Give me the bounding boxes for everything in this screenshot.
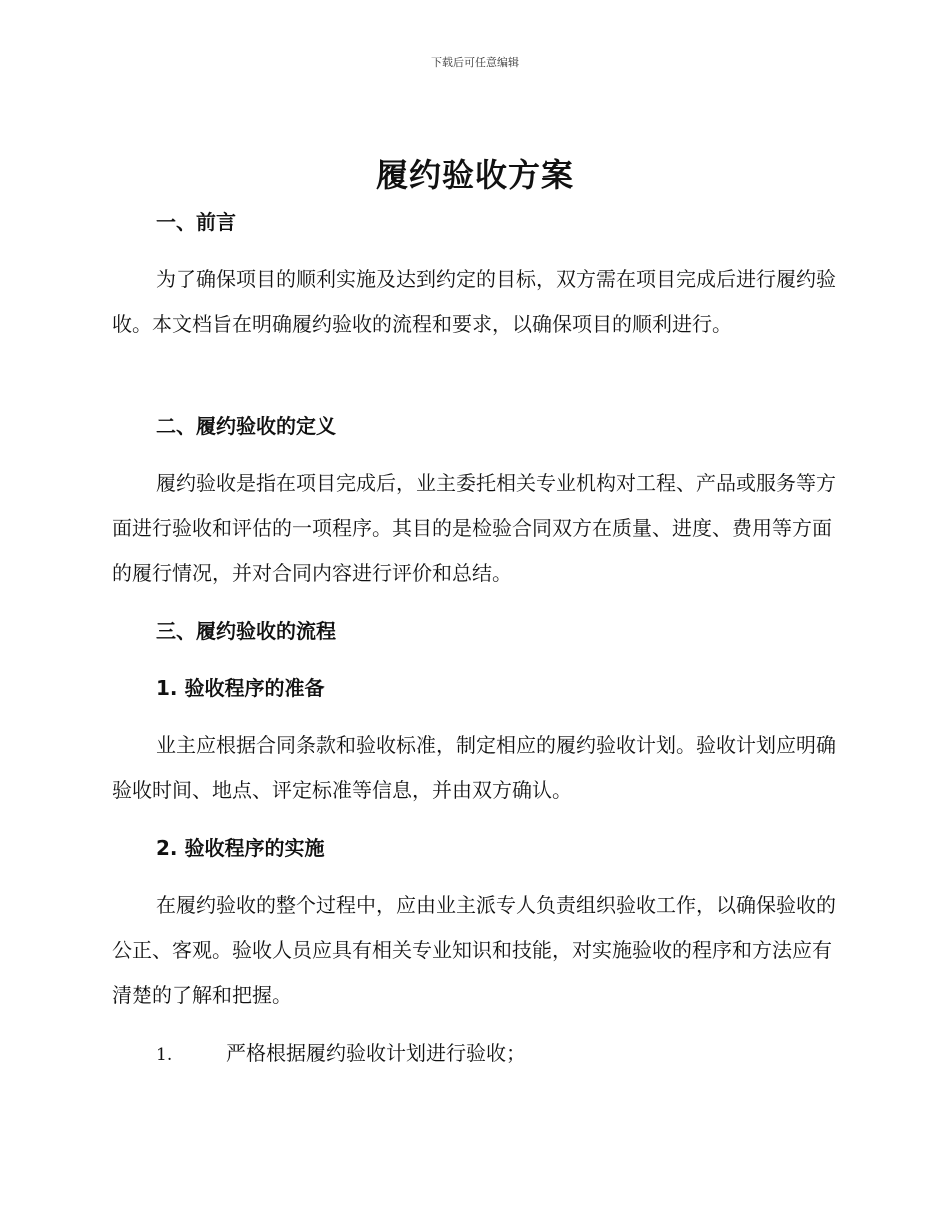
section-heading-definition: 二、履约验收的定义 xyxy=(156,414,336,438)
subsection-heading-implementation: 2. 验收程序的实施 xyxy=(156,836,325,860)
paragraph-preface: 为了确保项目的顺利实施及达到约定的目标，双方需在项目完成后进行履约验收。本文档旨在明确履约验收的流程和要求，以确保项目的顺利进行。 xyxy=(112,267,836,336)
section-heading-preface: 一、前言 xyxy=(156,210,236,234)
paragraph-implementation: 在履约验收的整个过程中，应由业主派专人负责组织验收工作，以确保验收的公正、客观。验收人员应具有相关专业知识和技能，对实施验收的程序和方法应有清楚的了解和把握。 xyxy=(112,893,836,1007)
paragraph-preparation: 业主应根据合同条款和验收标准，制定相应的履约验收计划。验收计划应明确验收时间、地点、评定标准等信息，并由双方确认。 xyxy=(112,733,836,802)
list-item xyxy=(156,1038,526,1070)
paragraph-definition: 履约验收是指在项目完成后，业主委托相关专业机构对工程、产品或服务等方面进行验收和评估的一项程序。其目的是检验合同双方在质量、进度、费用等方面的履行情况，并对合同内容进行评价和总结。 xyxy=(112,471,836,585)
list-item-text: 严格根据履约验收计划进行验收； xyxy=(226,1041,526,1065)
document-title: 履约验收方案 xyxy=(375,156,574,194)
page-header-note: 下载后可任意编辑 xyxy=(431,56,519,69)
list-item-number: 1. xyxy=(156,1045,173,1065)
section-heading-process: 三、履约验收的流程 xyxy=(156,619,336,643)
subsection-heading-preparation: 1. 验收程序的准备 xyxy=(156,676,325,700)
